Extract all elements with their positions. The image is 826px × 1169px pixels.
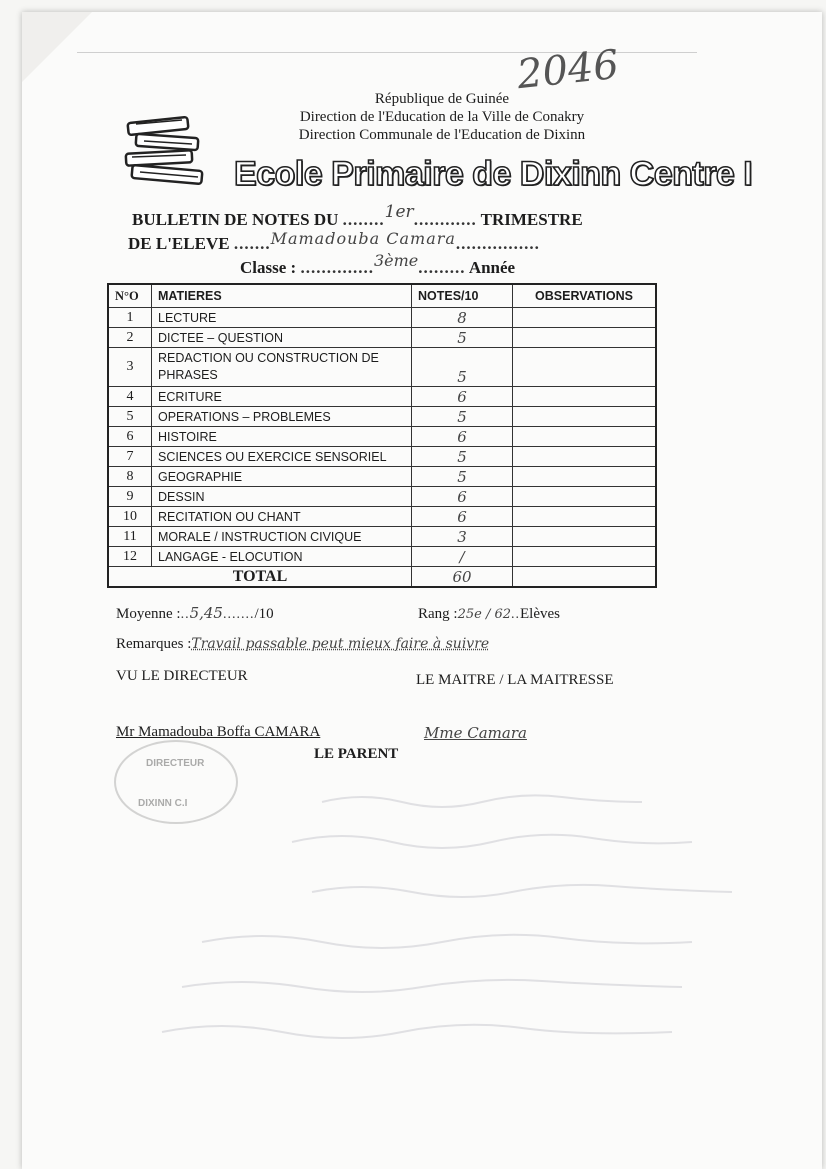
rang-suffix: Elèves bbox=[520, 606, 560, 622]
subject-name: ECRITURE bbox=[152, 387, 412, 407]
parent-label: LE PARENT bbox=[314, 746, 399, 762]
col-header-matieres: MATIERES bbox=[152, 284, 412, 308]
subject-name: SCIENCES OU EXERCICE SENSORIEL bbox=[152, 447, 412, 467]
col-header-observations: OBSERVATIONS bbox=[513, 284, 657, 308]
subject-grade: 5 bbox=[412, 328, 513, 348]
remarques-label: Remarques : bbox=[116, 636, 192, 652]
republic-line: République de Guinée bbox=[374, 91, 510, 107]
subject-observation bbox=[513, 547, 657, 567]
row-number: 12 bbox=[108, 547, 152, 567]
table-row bbox=[108, 387, 656, 407]
subject-grade: 5 bbox=[412, 467, 513, 487]
subject-observation bbox=[513, 348, 657, 387]
handwritten-id: 2046 bbox=[514, 41, 621, 99]
table-row bbox=[108, 507, 656, 527]
subject-observation bbox=[513, 487, 657, 507]
rang-value: 25e / 62 bbox=[457, 607, 512, 622]
subject-observation bbox=[513, 447, 657, 467]
subject-grade: 8 bbox=[412, 308, 513, 328]
subject-name: DICTEE – QUESTION bbox=[152, 328, 412, 348]
table-row bbox=[108, 427, 656, 447]
moyenne-value: 5,45 bbox=[189, 604, 223, 622]
eleve-label: DE L'ELEVE bbox=[128, 234, 230, 253]
eleve-line: DE L'ELEVE .......Mamadouba Camara................ bbox=[128, 229, 540, 253]
table-row bbox=[108, 447, 656, 467]
subject-name: LECTURE bbox=[152, 308, 412, 328]
col-header-no: N°O bbox=[108, 284, 152, 308]
row-number: 3 bbox=[108, 348, 152, 387]
row-number: 4 bbox=[108, 387, 152, 407]
subject-grade: 3 bbox=[412, 527, 513, 547]
subject-observation bbox=[513, 328, 657, 348]
row-number: 10 bbox=[108, 507, 152, 527]
folded-corner bbox=[22, 12, 92, 82]
rang-label: Rang : bbox=[418, 606, 458, 622]
subject-grade: 6 bbox=[412, 507, 513, 527]
subject-observation bbox=[513, 527, 657, 547]
rang-line: Rang :25e / 62..Elèves bbox=[418, 606, 560, 622]
row-number: 1 bbox=[108, 308, 152, 328]
table-header-row bbox=[108, 284, 656, 308]
table-row bbox=[108, 308, 656, 328]
total-label: TOTAL bbox=[108, 567, 412, 588]
teacher-signature: Mme Camara bbox=[424, 724, 527, 742]
subject-grade: 5 bbox=[412, 348, 513, 387]
table-row bbox=[108, 487, 656, 507]
subject-observation bbox=[513, 507, 657, 527]
row-number: 11 bbox=[108, 527, 152, 547]
subject-observation bbox=[513, 467, 657, 487]
subject-observation bbox=[513, 427, 657, 447]
trimestre-value: 1er bbox=[384, 202, 414, 222]
row-number: 5 bbox=[108, 407, 152, 427]
total-value: 60 bbox=[412, 567, 513, 588]
classe-value: 3ème bbox=[373, 251, 419, 270]
classe-label: Classe : bbox=[240, 258, 297, 277]
document-page bbox=[22, 12, 822, 1169]
row-number: 9 bbox=[108, 487, 152, 507]
subject-grade: 5 bbox=[412, 447, 513, 467]
moyenne-suffix: /10 bbox=[254, 606, 274, 622]
eleve-value: Mamadouba Camara bbox=[270, 229, 456, 248]
bulletin-title-suffix: TRIMESTRE bbox=[480, 210, 583, 229]
col-header-notes: NOTES/10 bbox=[412, 284, 513, 308]
direction-communale-line: Direction Communale de l'Education de Dixinn bbox=[298, 127, 586, 143]
subject-name: OPERATIONS – PROBLEMES bbox=[152, 407, 412, 427]
table-row bbox=[108, 547, 656, 567]
subject-grade: / bbox=[412, 547, 513, 567]
subject-name: LANGAGE - ELOCUTION bbox=[152, 547, 412, 567]
row-number: 6 bbox=[108, 427, 152, 447]
subject-name: HISTOIRE bbox=[152, 427, 412, 447]
vu-directeur: VU LE DIRECTEUR bbox=[116, 668, 248, 684]
table-row bbox=[108, 467, 656, 487]
total-row bbox=[108, 567, 656, 588]
school-name: Ecole Primaire de Dixinn Centre I bbox=[234, 155, 753, 193]
subject-name: REDACTION OU CONSTRUCTION DE PHRASES bbox=[152, 348, 412, 387]
annee-label: Année bbox=[468, 258, 516, 277]
remarques-value: Travail passable peut mieux faire à suivre bbox=[191, 636, 490, 652]
subject-grade: 6 bbox=[412, 487, 513, 507]
grade-rows bbox=[108, 308, 656, 567]
table-row bbox=[108, 328, 656, 348]
table-row bbox=[108, 348, 656, 387]
subject-name: GEOGRAPHIE bbox=[152, 467, 412, 487]
director-name: Mr Mamadouba Boffa CAMARA bbox=[116, 724, 321, 740]
bulletin-title-prefix: BULLETIN DE NOTES DU bbox=[132, 210, 339, 229]
table-row bbox=[108, 407, 656, 427]
grades-table bbox=[107, 283, 657, 588]
seal-line-2: DIXINN C.I bbox=[138, 798, 188, 809]
row-number: 7 bbox=[108, 447, 152, 467]
moyenne-line: Moyenne :..5,45......./10 bbox=[116, 604, 274, 622]
subject-name: RECITATION OU CHANT bbox=[152, 507, 412, 527]
classe-line: Classe : ..............3ème......... Année bbox=[240, 251, 516, 277]
maitre-label: LE MAITRE / LA MAITRESSE bbox=[416, 672, 614, 688]
total-observation bbox=[513, 567, 657, 588]
table-row bbox=[108, 527, 656, 547]
remarques-line bbox=[116, 636, 676, 653]
subject-observation bbox=[513, 407, 657, 427]
subject-observation bbox=[513, 387, 657, 407]
seal-line-1: DIRECTEUR bbox=[146, 758, 205, 769]
row-number: 8 bbox=[108, 467, 152, 487]
books-logo-icon bbox=[122, 112, 208, 192]
subject-name: MORALE / INSTRUCTION CIVIQUE bbox=[152, 527, 412, 547]
bleed-through-scribbles bbox=[142, 772, 802, 1092]
subject-name: DESSIN bbox=[152, 487, 412, 507]
direction-ville-line: Direction de l'Education de la Ville de Conakry bbox=[299, 109, 585, 125]
row-number: 2 bbox=[108, 328, 152, 348]
subject-grade: 6 bbox=[412, 427, 513, 447]
subject-grade: 5 bbox=[412, 407, 513, 427]
subject-observation bbox=[513, 308, 657, 328]
bulletin-title-line: BULLETIN DE NOTES DU ........1er............ TRIMESTRE bbox=[132, 202, 583, 229]
moyenne-label: Moyenne : bbox=[116, 606, 181, 622]
subject-grade: 6 bbox=[412, 387, 513, 407]
